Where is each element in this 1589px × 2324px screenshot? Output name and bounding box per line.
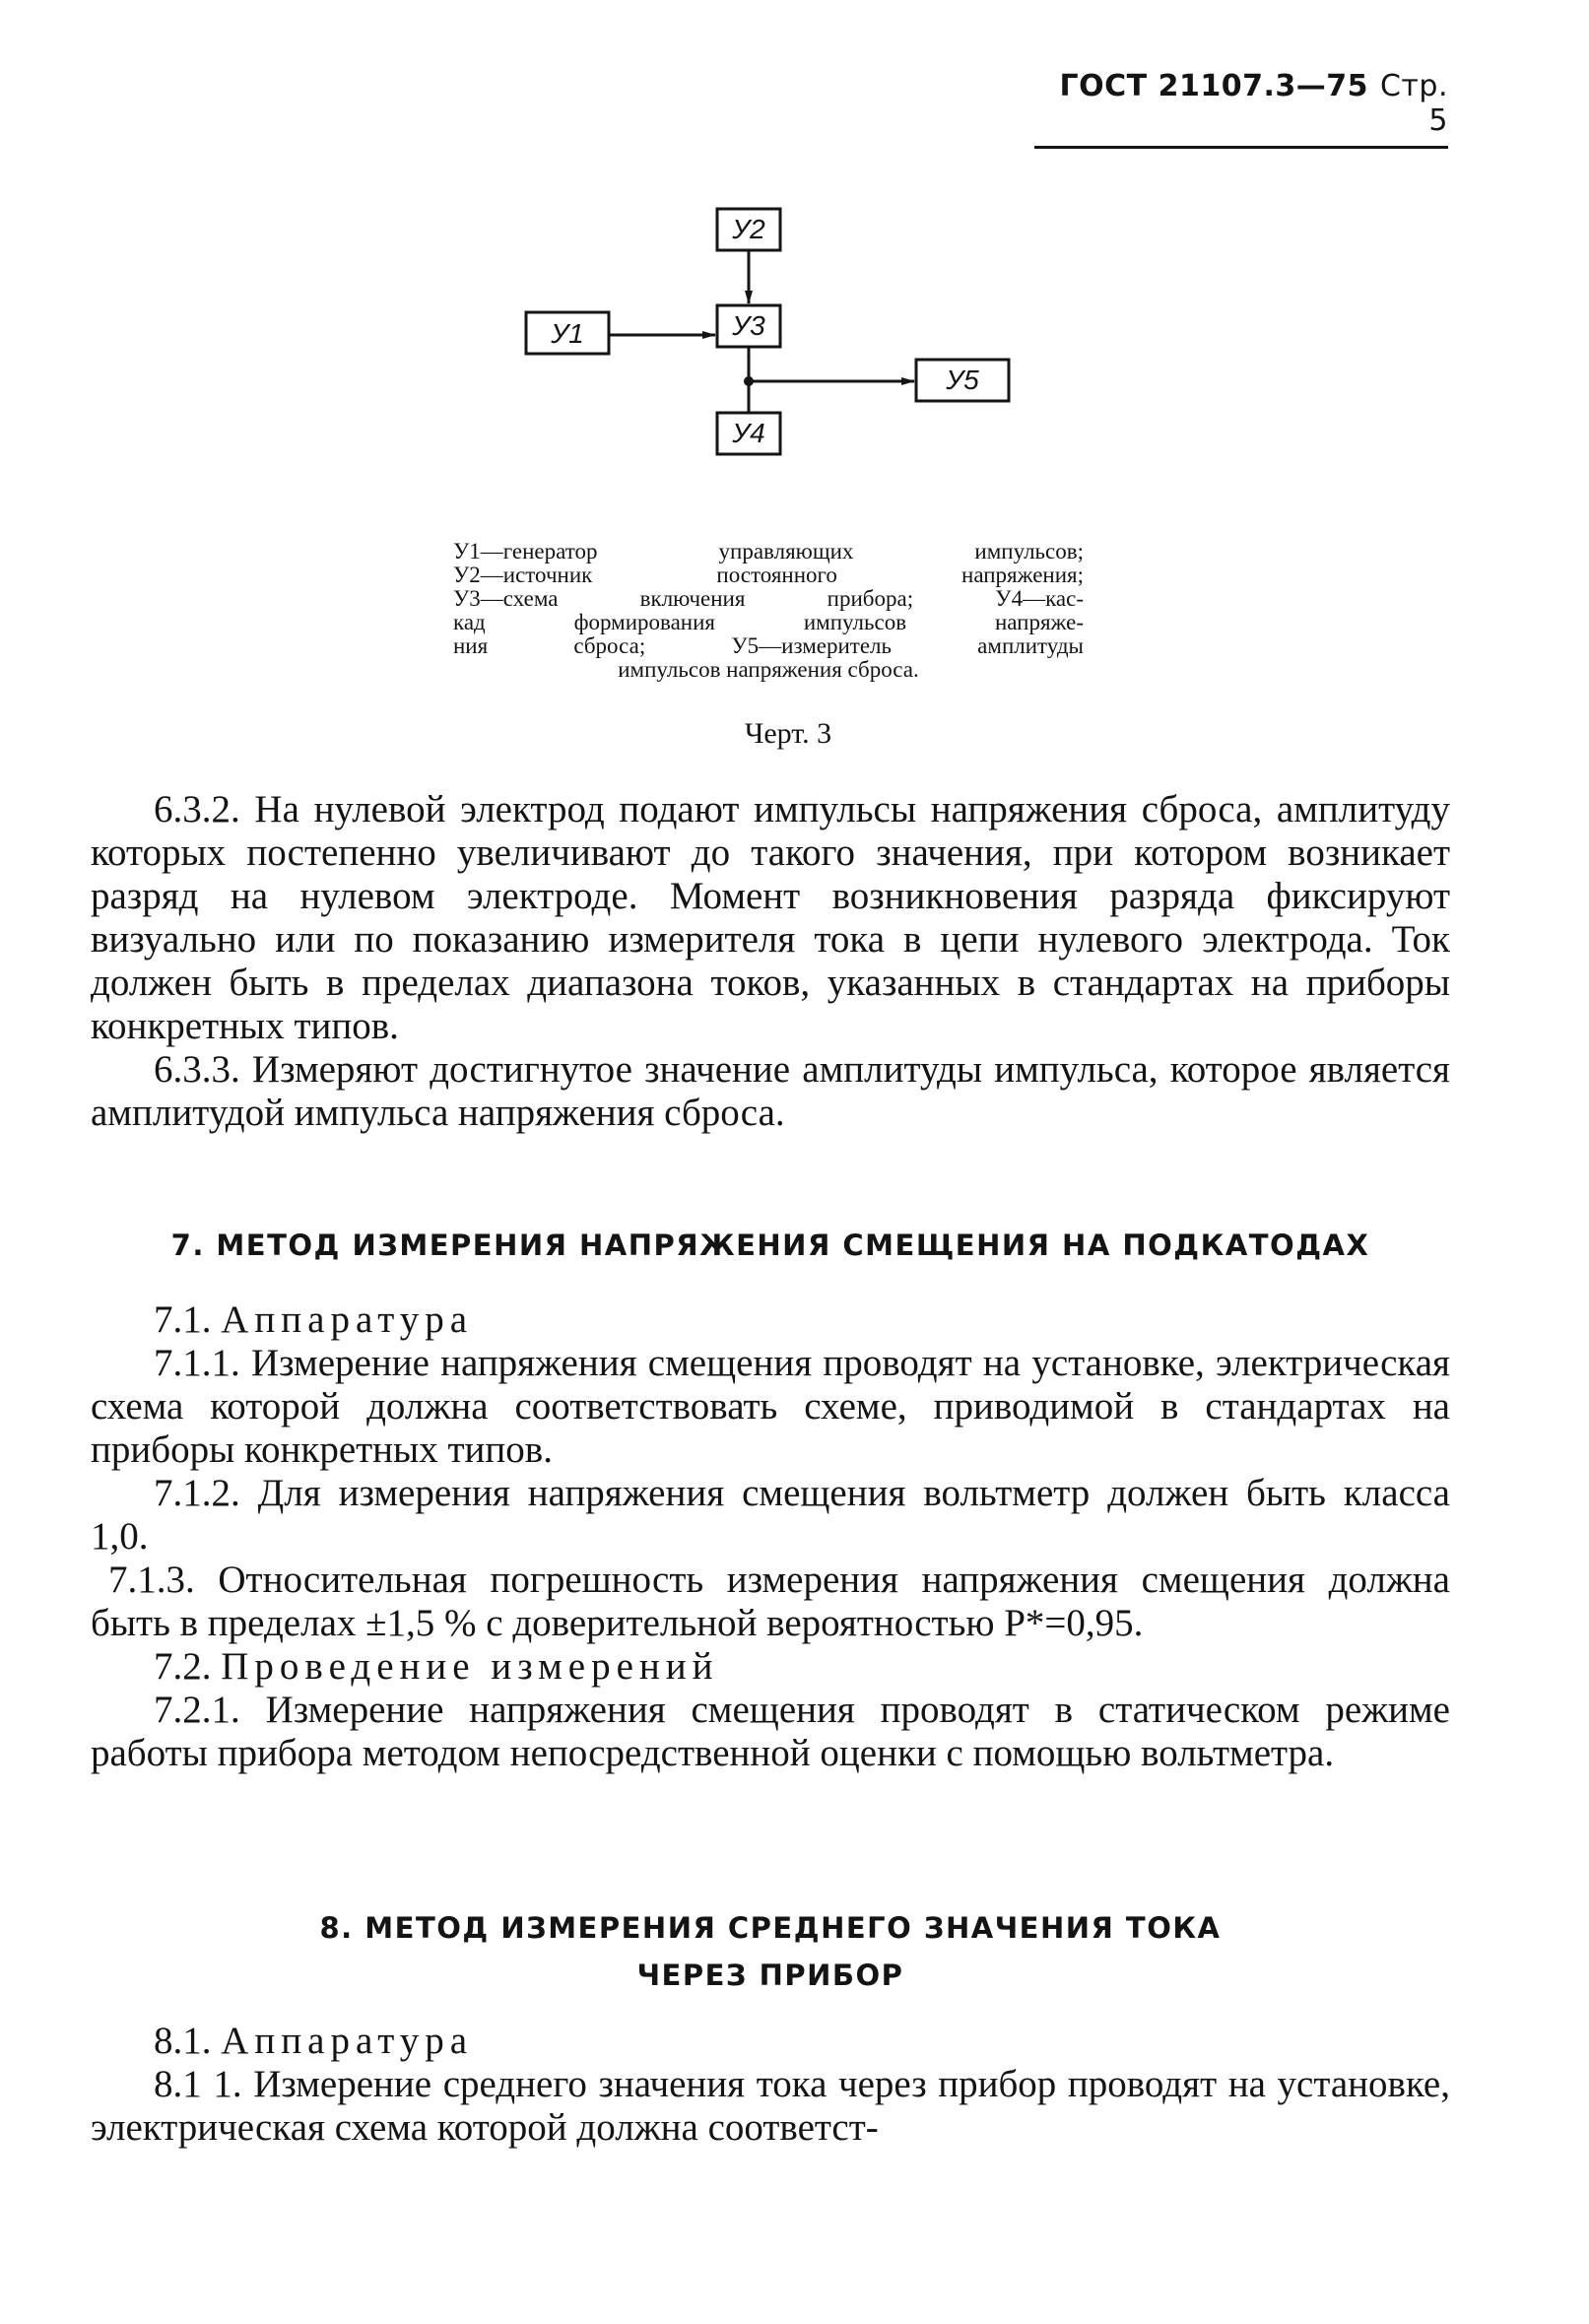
legend-line: У3—схема включения прибора; У4—кас- [453,586,1084,611]
block-u3-label: У3 [732,310,765,341]
section8-text [91,2020,1450,2150]
page-header [1034,69,1448,149]
subsection-title: Аппаратура [221,1298,474,1341]
page-number: Стр. 5 [1379,69,1448,138]
figure-caption: Черт. 3 [744,717,832,750]
section8-title-line2: ЧЕРЕЗ ПРИБОР [636,1959,904,1992]
paragraph-8-1-1: 8.1 1. Измерение среднего значения тока через прибор проводят на установке, электрическая схема которой должна соответст- [91,2063,1450,2149]
paragraph-6-3-2: 6.3.2. На нулевой электрод подают импульсы напряжения сброса, амплитуду которых постепенно увеличивают до такого значения, при котором возникает разряд на нулевом электроде. Момент возникновения разряда фиксируют визуально или по показанию измерителя тока в цепи нулевого электрода. Ток должен быть в пределах диапазона токов, указанных в стандартах на приборы конкретных типов. [91,788,1450,1047]
section6-text [91,788,1450,1135]
diagram-legend [453,540,1084,682]
legend-line: У1—генератор управляющих импульсов; [453,539,1084,564]
subsection-number: 7.1. [154,1298,212,1341]
legend-line: импульсов напряжения сброса. [618,657,919,682]
section7-title: 7. МЕТОД ИЗМЕРЕНИЯ НАПРЯЖЕНИЯ СМЕЩЕНИЯ НА ПОДКАТОДАХ [170,1228,1370,1262]
block-u5-label: У5 [946,365,979,395]
paragraph-7-2-1: 7.2.1. Измерение напряжения смещения проводят в статическом режиме работы прибора методом непосредственной оценки с помощью вольтметра. [91,1689,1450,1774]
section8-title-line1: 8. МЕТОД ИЗМЕРЕНИЯ СРЕДНЕГО ЗНАЧЕНИЯ ТОКА [319,1911,1222,1945]
subsection-number: 8.1. [154,2020,212,2062]
subsection-title: Проведение измерений [221,1645,719,1688]
paragraph-7-1-1: 7.1.1. Измерение напряжения смещения проводят на установке, электрическая схема которой должна соответствовать схеме, приводимой в стандартах на приборы конкретных типов. [91,1342,1450,1471]
paragraph-7-1-3: 7.1.3. Относительная погрешность измерения напряжения смещения должна быть в пределах ±1,5 % с доверительной вероятностью P*=0,95. [91,1559,1450,1644]
paragraph-6-3-3: 6.3.3. Измеряют достигнутое значение амплитуды импульса, которое является амплитудой импульса напряжения сброса. [91,1048,1450,1134]
section7-text [91,1298,1450,1775]
section8-title [91,1904,1450,1999]
subsection-title: Аппаратура [221,2020,474,2062]
block-u1-label: У1 [551,318,584,349]
subsection-7-1-heading [91,1298,1450,1342]
block-diagram [512,197,1025,493]
subsection-7-2-heading [91,1645,1450,1689]
subsection-8-1-heading [91,2020,1450,2063]
block-u2-label: У2 [732,214,765,244]
legend-line: У2—источник постоянного напряжения; [453,563,1084,587]
block-u4-label: У4 [732,418,765,448]
legend-line: кад формирования импульсов напряже- [453,610,1084,634]
subsection-number: 7.2. [154,1645,212,1688]
legend-line: ния сброса; У5—измеритель амплитуды [453,633,1084,658]
paragraph-7-1-2: 7.1.2. Для измерения напряжения смещения вольтметр должен быть класса 1,0. [91,1472,1450,1558]
standard-number: ГОСТ 21107.3—75 [1059,69,1368,103]
